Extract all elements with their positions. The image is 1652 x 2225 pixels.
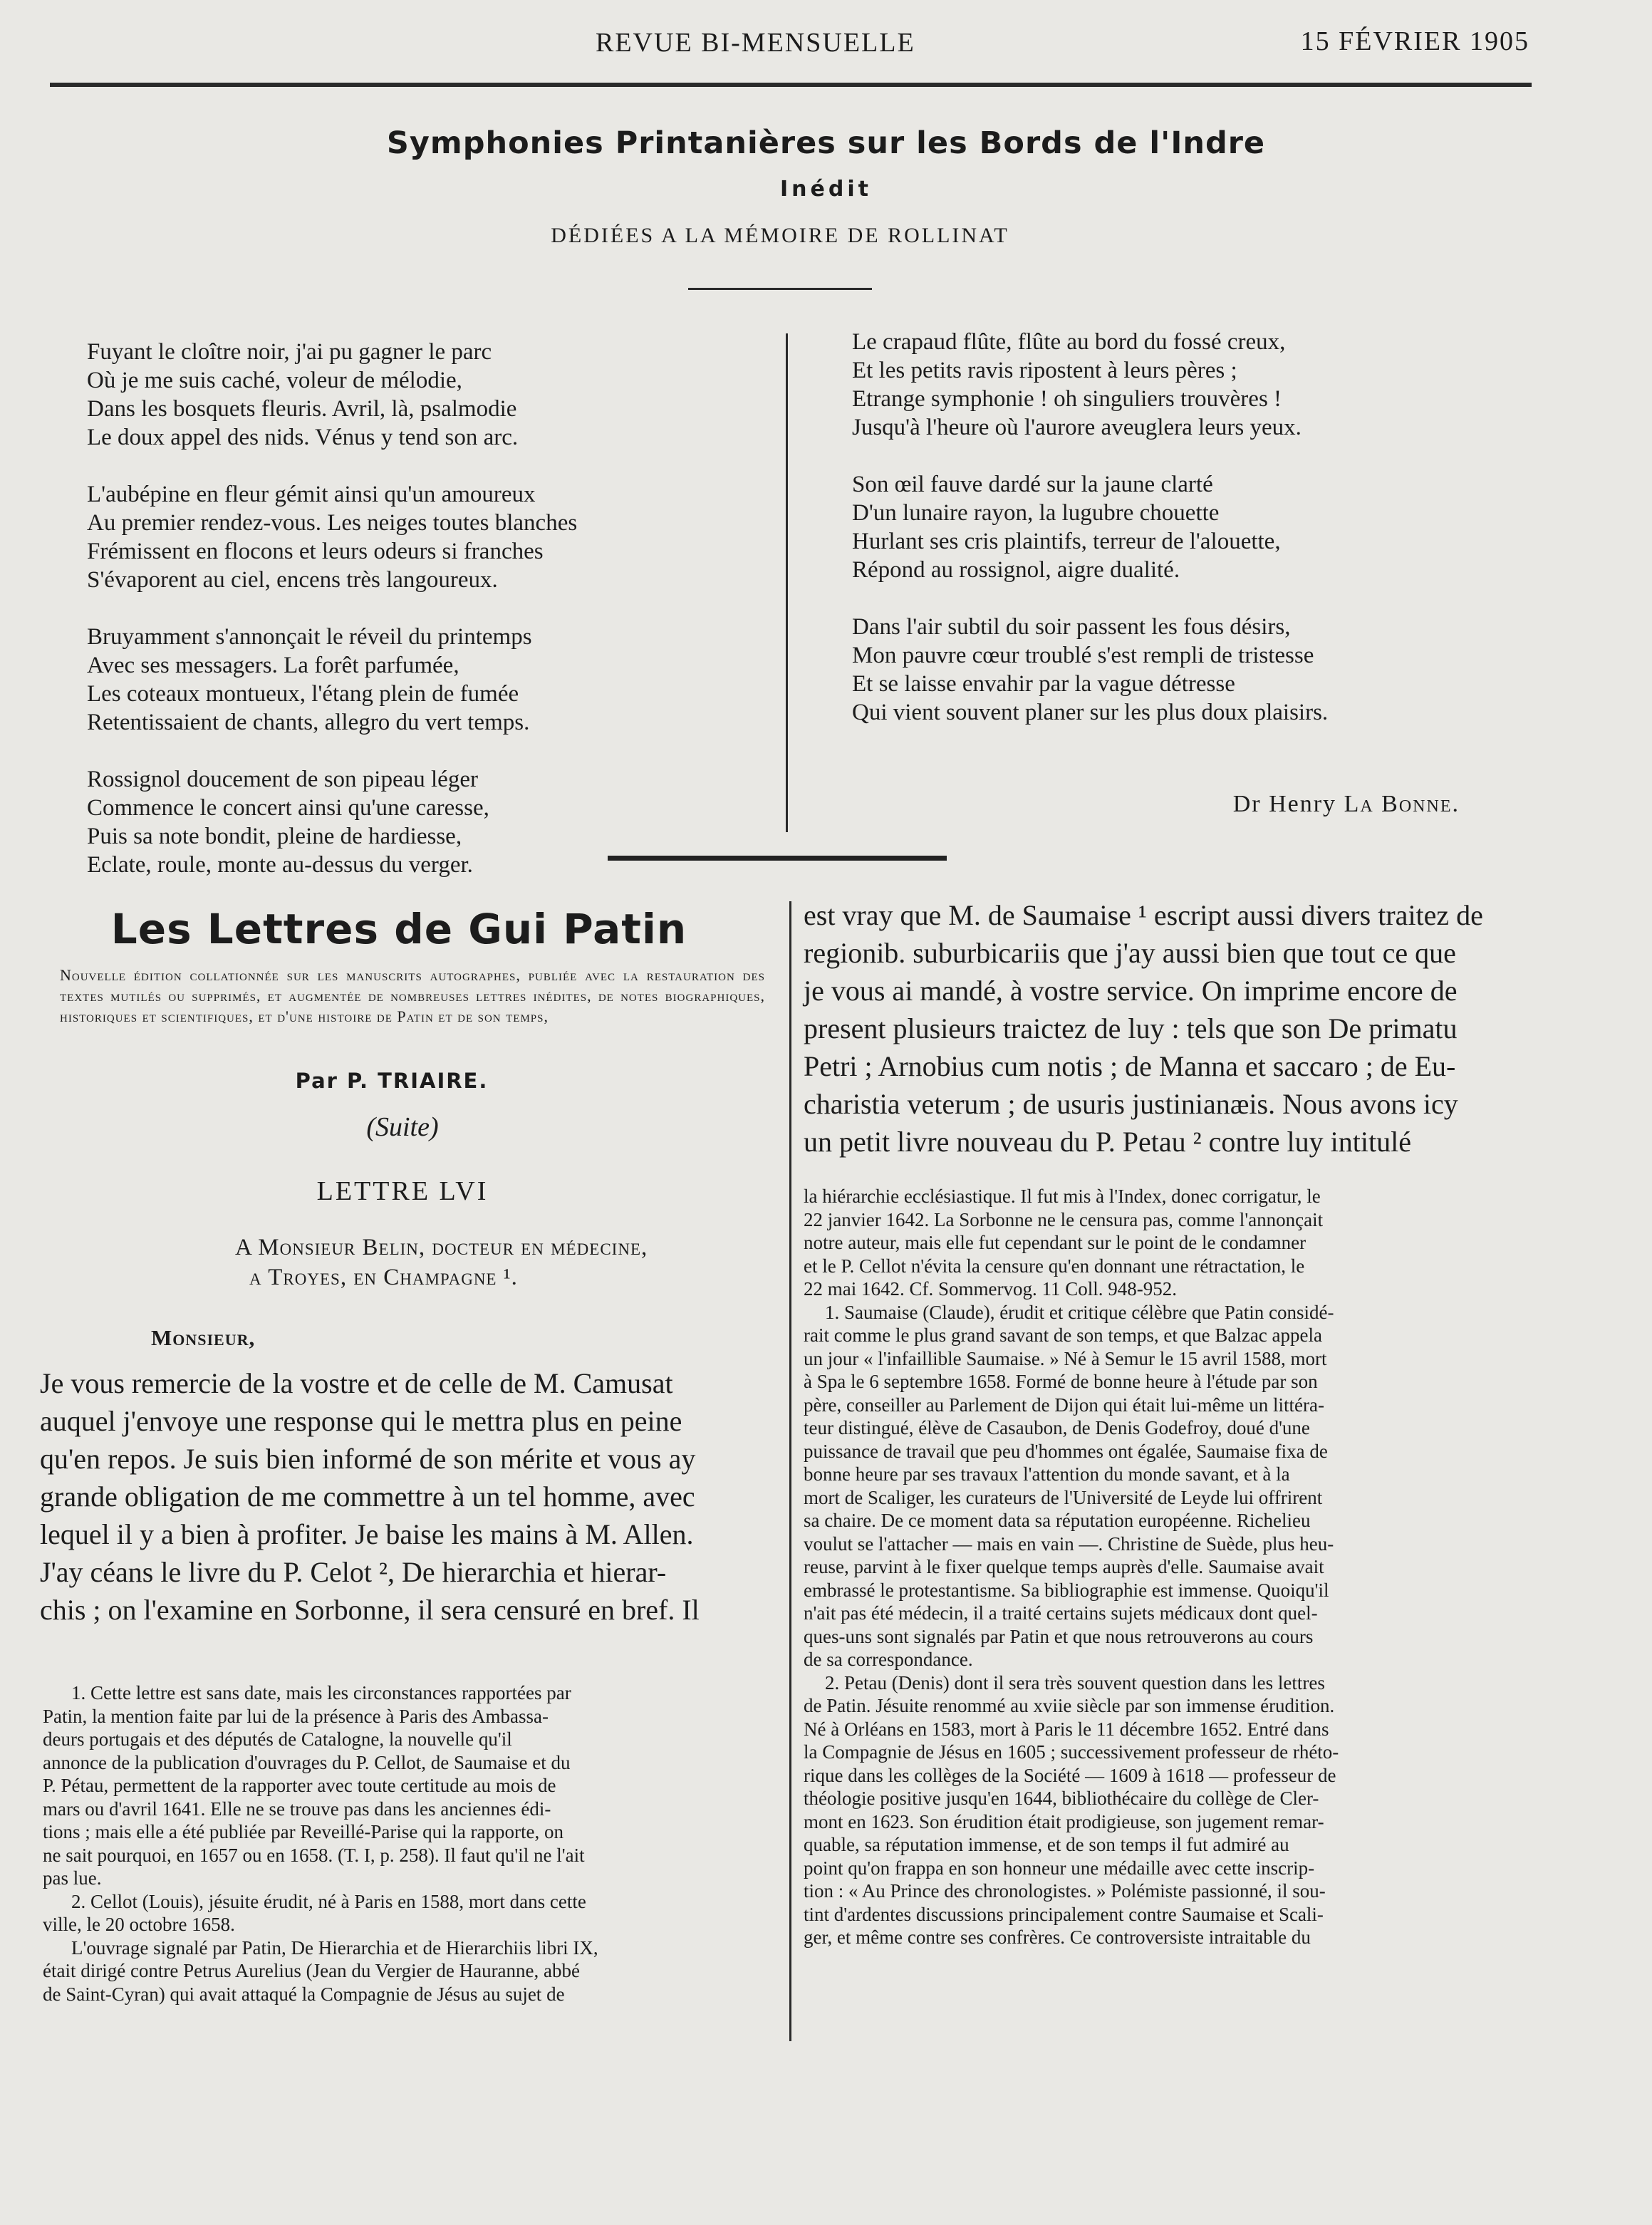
footnote-line: 22 janvier 1642. La Sorbonne ne le censura pas, comme l'annonçait <box>804 1208 1324 1230</box>
poem-right-column <box>852 328 1564 755</box>
footnote-line: de Patin. Jésuite renommé au xviie siècle par son immense érudition. <box>804 1695 1335 1716</box>
verse-line: Jusqu'à l'heure où l'aurore aveuglera leurs yeux. <box>852 415 1302 440</box>
verse-line: S'évaporent au ciel, encens très langoureux. <box>87 567 498 593</box>
footnote-line: sa chaire. De ce moment data sa réputation européenne. Richelieu <box>804 1510 1311 1531</box>
article-suite: (Suite) <box>366 1112 439 1142</box>
verse-line: Bruyamment s'annonçait le réveil du printemps <box>87 624 532 650</box>
body-line: chis ; on l'examine en Sorbonne, il sera censuré en bref. Il <box>40 1594 700 1626</box>
footnote-line: L'ouvrage signalé par Patin, De Hierarchia et de Hierarchiis libri IX, <box>71 1936 598 1959</box>
verse-line: Au premier rendez-vous. Les neiges toutes blanches <box>87 510 578 536</box>
verse-line: Le doux appel des nids. Vénus y tend son arc. <box>87 425 519 450</box>
footnote-line: embrassé le protestantisme. Sa bibliographie est immense. Quoiqu'il <box>804 1579 1329 1601</box>
footnote-line: mont en 1623. Son érudition était prodigieuse, son jugement remar- <box>804 1810 1324 1832</box>
verse-line: L'aubépine en fleur gémit ainsi qu'un amoureux <box>87 482 536 507</box>
body-line: un petit livre nouveau du P. Petau ² contre luy intitulé <box>804 1126 1411 1158</box>
verse-line: Hurlant ses cris plaintifs, terreur de l'alouette, <box>852 529 1281 554</box>
footnote-line: point qu'on frappa en son honneur une médaille avec cette inscrip- <box>804 1857 1315 1879</box>
signature-prefix: Dr Henry <box>1232 791 1337 817</box>
poem-title: Symphonies Printanières sur les Bords de l'Indre <box>386 125 1266 161</box>
body-line: est vray que M. de Saumaise ¹ escript aussi divers traitez de <box>804 899 1483 931</box>
verse-line: Qui vient souvent planer sur les plus doux plaisirs. <box>852 700 1329 725</box>
verse-line: Dans l'air subtil du soir passent les fous désirs, <box>852 614 1291 640</box>
address-line: A Monsieur Belin, docteur en médecine, <box>235 1235 648 1260</box>
footnote-line: n'ait pas été médecin, il a traité certains sujets médicaux dont quel- <box>804 1602 1318 1624</box>
footnote-line: un jour « l'infaillible Saumaise. » Né à Semur le 15 avril 1588, mort <box>804 1347 1327 1369</box>
poem-rule <box>688 288 872 290</box>
body-line: auquel j'envoye une response qui le mettra plus en peine <box>40 1405 682 1437</box>
footnote-line: bonne heure par ses travaux l'attention du monde savant, et à la <box>804 1463 1290 1485</box>
footnote-line: la Compagnie de Jésus en 1605 ; successivement professeur de rhéto- <box>804 1741 1339 1763</box>
footnote-line: rait comme le plus grand savant de son temps, et que Balzac appela <box>804 1324 1322 1346</box>
stanza <box>852 328 1564 442</box>
footnote-line: la hiérarchie ecclésiastique. Il fut mis à l'Index, donec corrigatur, le <box>804 1186 1321 1207</box>
footnote-line: et le P. Cellot n'évita la censure qu'en donnant une rétractation, le <box>804 1255 1305 1277</box>
verse-line: Retentissaient de chants, allegro du vert temps. <box>87 710 530 735</box>
verse-line: Frémissent en flocons et leurs odeurs si franches <box>87 539 544 564</box>
footnote-line: notre auteur, mais elle fut cependant sur le point de le condamner <box>804 1232 1306 1253</box>
footnote-line: Patin, la mention faite par lui de la présence à Paris des Ambassa- <box>43 1705 549 1727</box>
body-line: J'ay céans le livre du P. Celot ², De hierarchia et hierar- <box>40 1556 667 1588</box>
stanza <box>87 480 771 594</box>
footnote-line: reuse, parvint à le fixer quelque temps auprès d'elle. Saumaise avait <box>804 1556 1324 1577</box>
running-header <box>0 20 1652 63</box>
footnote-line: théologie positive jusqu'en 1644, bibliothécaire du collège de Cler- <box>804 1788 1319 1809</box>
verse-line: Son œil fauve dardé sur la jaune clarté <box>852 472 1213 497</box>
verse-line: Etrange symphonie ! oh singuliers trouvères ! <box>852 386 1282 412</box>
verse-line: D'un lunaire rayon, la lugubre chouette <box>852 500 1220 526</box>
issue-date: 15 FÉVRIER 1905 <box>1300 26 1529 56</box>
poem-subtitle: Inédit <box>780 177 872 202</box>
body-line: je vous ai mandé, à vostre service. On imprime encore de <box>804 975 1458 1007</box>
signature-name: La Bonne. <box>1344 791 1460 817</box>
body-line: Je vous remercie de la vostre et de celle de M. Camusat <box>40 1367 673 1399</box>
article-author: Par P. TRIAIRE. <box>295 1069 489 1093</box>
verse-line: Rossignol doucement de son pipeau léger <box>87 767 478 792</box>
stanza <box>852 613 1564 727</box>
stanza <box>87 338 771 452</box>
footnote-line: Né à Orléans en 1583, mort à Paris le 11 décembre 1652. Entré dans <box>804 1718 1329 1740</box>
stanza <box>87 765 771 879</box>
footnote-line: puissance de travail que peu d'hommes ont égalée, Saumaise fixa de <box>804 1440 1328 1462</box>
footnotes-right <box>804 1185 1539 1949</box>
body-line: present plusieurs traictez de luy : tels que son De primatu <box>804 1012 1458 1044</box>
letter-address <box>235 1233 776 1292</box>
body-line: lequel il y a bien à profiter. Je baise les mains à M. Allen. <box>40 1518 694 1550</box>
footnote-line: annonce de la publication d'ouvrages du P. Cellot, de Saumaise et du <box>43 1751 571 1773</box>
verse-line: Où je me suis caché, voleur de mélodie, <box>87 368 462 393</box>
article-title: Les Lettres de Gui Patin <box>110 905 687 953</box>
footnote-line: à Spa le 6 septembre 1658. Formé de bonne heure à l'étude par son <box>804 1371 1318 1392</box>
verse-line: Puis sa note bondit, pleine de hardiesse, <box>87 824 462 849</box>
footnote-line: ville, le 20 octobre 1658. <box>43 1914 235 1935</box>
poem-left-column <box>87 338 771 908</box>
footnote-line: deurs portugais et des députés de Catalogne, la nouvelle qu'il <box>43 1728 512 1750</box>
footnote-line: P. Pétau, permettent de la rapporter avec toute certitude au mois de <box>43 1775 556 1796</box>
footnote-line: mort de Scaliger, les curateurs de l'Université de Leyde lui offrirent <box>804 1486 1323 1508</box>
verse-line: Mon pauvre cœur troublé s'est rempli de tristesse <box>852 643 1314 668</box>
body-line: grande obligation de me commettre à un tel homme, avec <box>40 1480 695 1513</box>
footnote-line: de sa correspondance. <box>804 1649 973 1670</box>
footnote-line: mars ou d'avril 1641. Elle ne se trouve pas dans les anciennes édi- <box>43 1798 551 1820</box>
footnote-line: pas lue. <box>43 1867 102 1889</box>
footnote-line: ne sait pourquoi, en 1657 ou en 1658. (T. I, p. 258). Il faut qu'il ne l'ait <box>43 1844 585 1866</box>
letter-number: LETTRE LVI <box>316 1176 489 1206</box>
verse-line: Avec ses messagers. La forêt parfumée, <box>87 653 459 678</box>
footnote-line: tions ; mais elle a été publiée par Reveillé-Parise qui la rapporte, on <box>43 1821 564 1842</box>
verse-line: Le crapaud flûte, flûte au bord du fossé creux, <box>852 329 1286 355</box>
footnote-line: tint d'ardentes discussions principalement contre Saumaise et Scali- <box>804 1903 1324 1925</box>
letter-salutation: Monsieur, <box>151 1325 256 1350</box>
footnote-line: 2. Cellot (Louis), jésuite érudit, né à Paris en 1588, mort dans cette <box>71 1890 586 1912</box>
footnote-line: 22 mai 1642. Cf. Sommervog. 11 Coll. 948-952. <box>804 1278 1177 1300</box>
poem-dedication: DÉDIÉES A LA MÉMOIRE DE ROLLINAT <box>551 224 1009 247</box>
header-rule <box>50 83 1532 87</box>
body-line: regionib. suburbicariis que j'ay aussi bien que tout ce que <box>804 937 1456 969</box>
address-line: a Troyes, en Champagne ¹. <box>249 1265 518 1290</box>
body-line: qu'en repos. Je suis bien informé de son mérite et vous ay <box>40 1443 696 1475</box>
footnote-line: 2. Petau (Denis) dont il sera très souvent question dans les lettres <box>825 1671 1325 1694</box>
body-line: Petri ; Arnobius cum notis ; de Manna et saccaro ; de Eu- <box>804 1050 1456 1082</box>
footnote-line: père, conseiller au Parlement de Dijon qui était lui-même un littéra- <box>804 1394 1324 1416</box>
footnote-line: tion : « Au Prince des chronologistes. » Polémiste passionné, il sou- <box>804 1880 1326 1902</box>
stanza <box>87 623 771 737</box>
poem-column-divider <box>786 333 788 832</box>
journal-title: REVUE BI-MENSUELLE <box>596 28 915 58</box>
footnote-line: 1. Saumaise (Claude), érudit et critique célèbre que Patin considé- <box>825 1301 1334 1323</box>
article-column-divider <box>789 901 791 2041</box>
verse-line: Répond au rossignol, aigre dualité. <box>852 557 1180 583</box>
verse-line: Eclate, roule, monte au-dessus du verger. <box>87 852 473 878</box>
verse-line: Dans les bosquets fleuris. Avril, là, psalmodie <box>87 396 517 422</box>
footnotes-left <box>43 1681 769 2006</box>
letter-body-right <box>804 896 1539 1161</box>
verse-line: Commence le concert ainsi qu'une caresse, <box>87 795 489 821</box>
body-line: charistia veterum ; de usuris justinianæis. Nous avons icy <box>804 1088 1458 1120</box>
footnote-line: teur distingué, élève de Casaubon, de Denis Godefroy, doué d'une <box>804 1417 1310 1438</box>
footnote-line: quable, sa réputation immense, et de son temps il fut admiré au <box>804 1834 1289 1855</box>
footnote-line: 1. Cette lettre est sans date, mais les circonstances rapportées par <box>71 1682 571 1703</box>
verse-line: Les coteaux montueux, l'étang plein de fumée <box>87 681 519 707</box>
section-rule <box>608 856 947 861</box>
stanza <box>852 470 1564 584</box>
article-subtitle: Nouvelle édition collationnée sur les manuscrits autographes, publiée avec la restauration des textes mutilés ou supprimés, et augmentée de nombreuses lettres inédites, de notes biographiques, historiques et scientifiques, et d'une histoire de Patin et de son temps, <box>60 966 765 1025</box>
footnote-line: ques-uns sont signalés par Patin et que nous retrouverons au cours <box>804 1625 1314 1647</box>
footnote-line: ger, et même contre ses confrères. Ce controversiste intraitable du <box>804 1926 1311 1948</box>
poem-signature <box>1233 791 1460 818</box>
verse-line: Et les petits ravis ripostent à leurs pères ; <box>852 358 1237 383</box>
letter-body-left <box>40 1364 767 1629</box>
verse-line: Fuyant le cloître noir, j'ai pu gagner le parc <box>87 339 492 365</box>
footnote-line: rique dans les collèges de la Société — 1609 à 1618 — professeur de <box>804 1764 1336 1786</box>
verse-line: Et se laisse envahir par la vague détresse <box>852 671 1235 697</box>
footnote-line: de Saint-Cyran) qui avait attaqué la Compagnie de Jésus au sujet de <box>43 1983 565 2005</box>
footnote-line: voulut se l'attacher — mais en vain —. Christine de Suède, plus heu- <box>804 1532 1334 1555</box>
footnote-line: était dirigé contre Petrus Aurelius (Jean du Vergier de Hauranne, abbé <box>43 1960 580 1981</box>
